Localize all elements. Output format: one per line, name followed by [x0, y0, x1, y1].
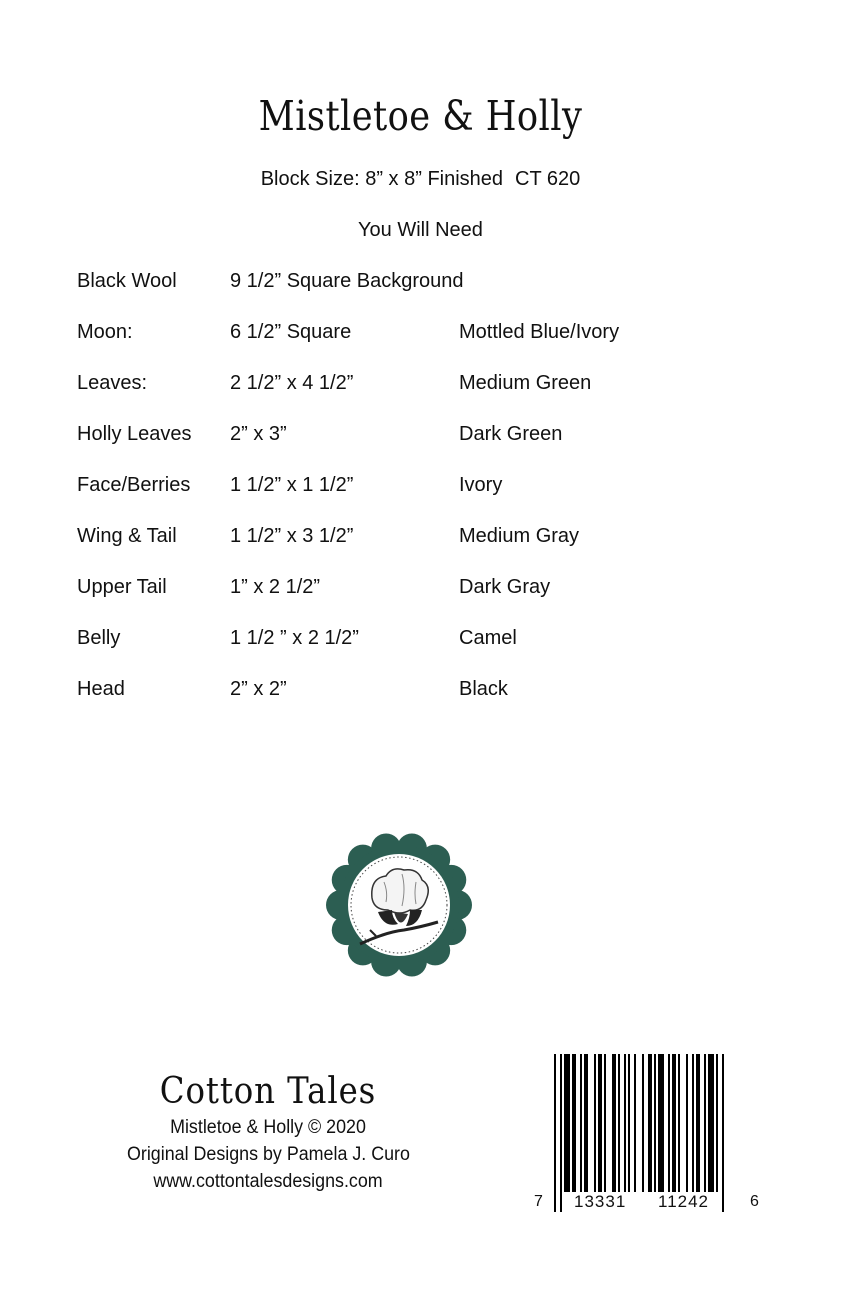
material-item: Wing & Tail [77, 525, 177, 547]
copyright-text: Mistletoe & Holly © 2020 [170, 1117, 366, 1138]
material-row [77, 321, 717, 372]
barcode [532, 1050, 762, 1220]
material-item: Moon: [77, 321, 133, 343]
cotton-boll-logo-icon [326, 832, 472, 978]
material-size: 6 1/2” Square [230, 321, 352, 343]
page-title: Mistletoe & Holly [258, 92, 583, 140]
material-size: 9 1/2” Square Background [230, 270, 464, 292]
material-item: Head [77, 678, 125, 700]
material-row [77, 525, 717, 576]
material-color: Ivory [459, 474, 503, 496]
material-size: 2” x 3” [230, 423, 287, 445]
material-size: 1 1/2 ” x 2 1/2” [230, 627, 359, 649]
material-item: Face/Berries [77, 474, 191, 496]
material-color: Dark Gray [459, 576, 551, 598]
barcode-group-2: 11242 [658, 1192, 710, 1211]
material-row [77, 678, 717, 729]
material-color: Medium Green [459, 372, 592, 394]
material-row [77, 372, 717, 423]
material-color: Black [459, 678, 508, 700]
material-row [77, 627, 717, 678]
material-color: Camel [459, 627, 517, 649]
designer-credit: Original Designs by Pamela J. Curo [127, 1144, 410, 1165]
material-row [77, 423, 717, 474]
material-item: Leaves: [77, 372, 148, 394]
block-size: Block Size: 8” x 8” Finished [260, 168, 504, 190]
material-size: 1 1/2” x 1 1/2” [230, 474, 354, 496]
material-item: Black Wool [77, 270, 177, 292]
material-size: 1 1/2” x 3 1/2” [230, 525, 354, 547]
material-item: Upper Tail [77, 576, 167, 598]
pattern-number: CT 620 [515, 168, 581, 190]
material-row [77, 270, 717, 321]
material-size: 2” x 2” [230, 678, 287, 700]
block-size-line [0, 168, 841, 191]
barcode-check-digit: 6 [750, 1193, 759, 1210]
material-row [77, 474, 717, 525]
barcode-first-digit: 7 [534, 1193, 543, 1210]
material-size: 1” x 2 1/2” [230, 576, 321, 598]
website-link[interactable]: www.cottontalesdesigns.com [153, 1171, 383, 1192]
material-item: Holly Leaves [77, 423, 192, 445]
brand-name: Cotton Tales [159, 1071, 377, 1112]
material-color: Dark Green [459, 423, 563, 445]
brand-block [118, 1070, 418, 1195]
material-item: Belly [77, 627, 121, 649]
barcode-group-1: 13331 [574, 1192, 627, 1211]
material-color: Medium Gray [459, 525, 580, 547]
material-size: 2 1/2” x 4 1/2” [230, 372, 354, 394]
material-color: Mottled Blue/Ivory [459, 321, 620, 343]
material-row [77, 576, 717, 627]
materials-list [77, 270, 717, 729]
needs-heading: You Will Need [358, 219, 483, 241]
